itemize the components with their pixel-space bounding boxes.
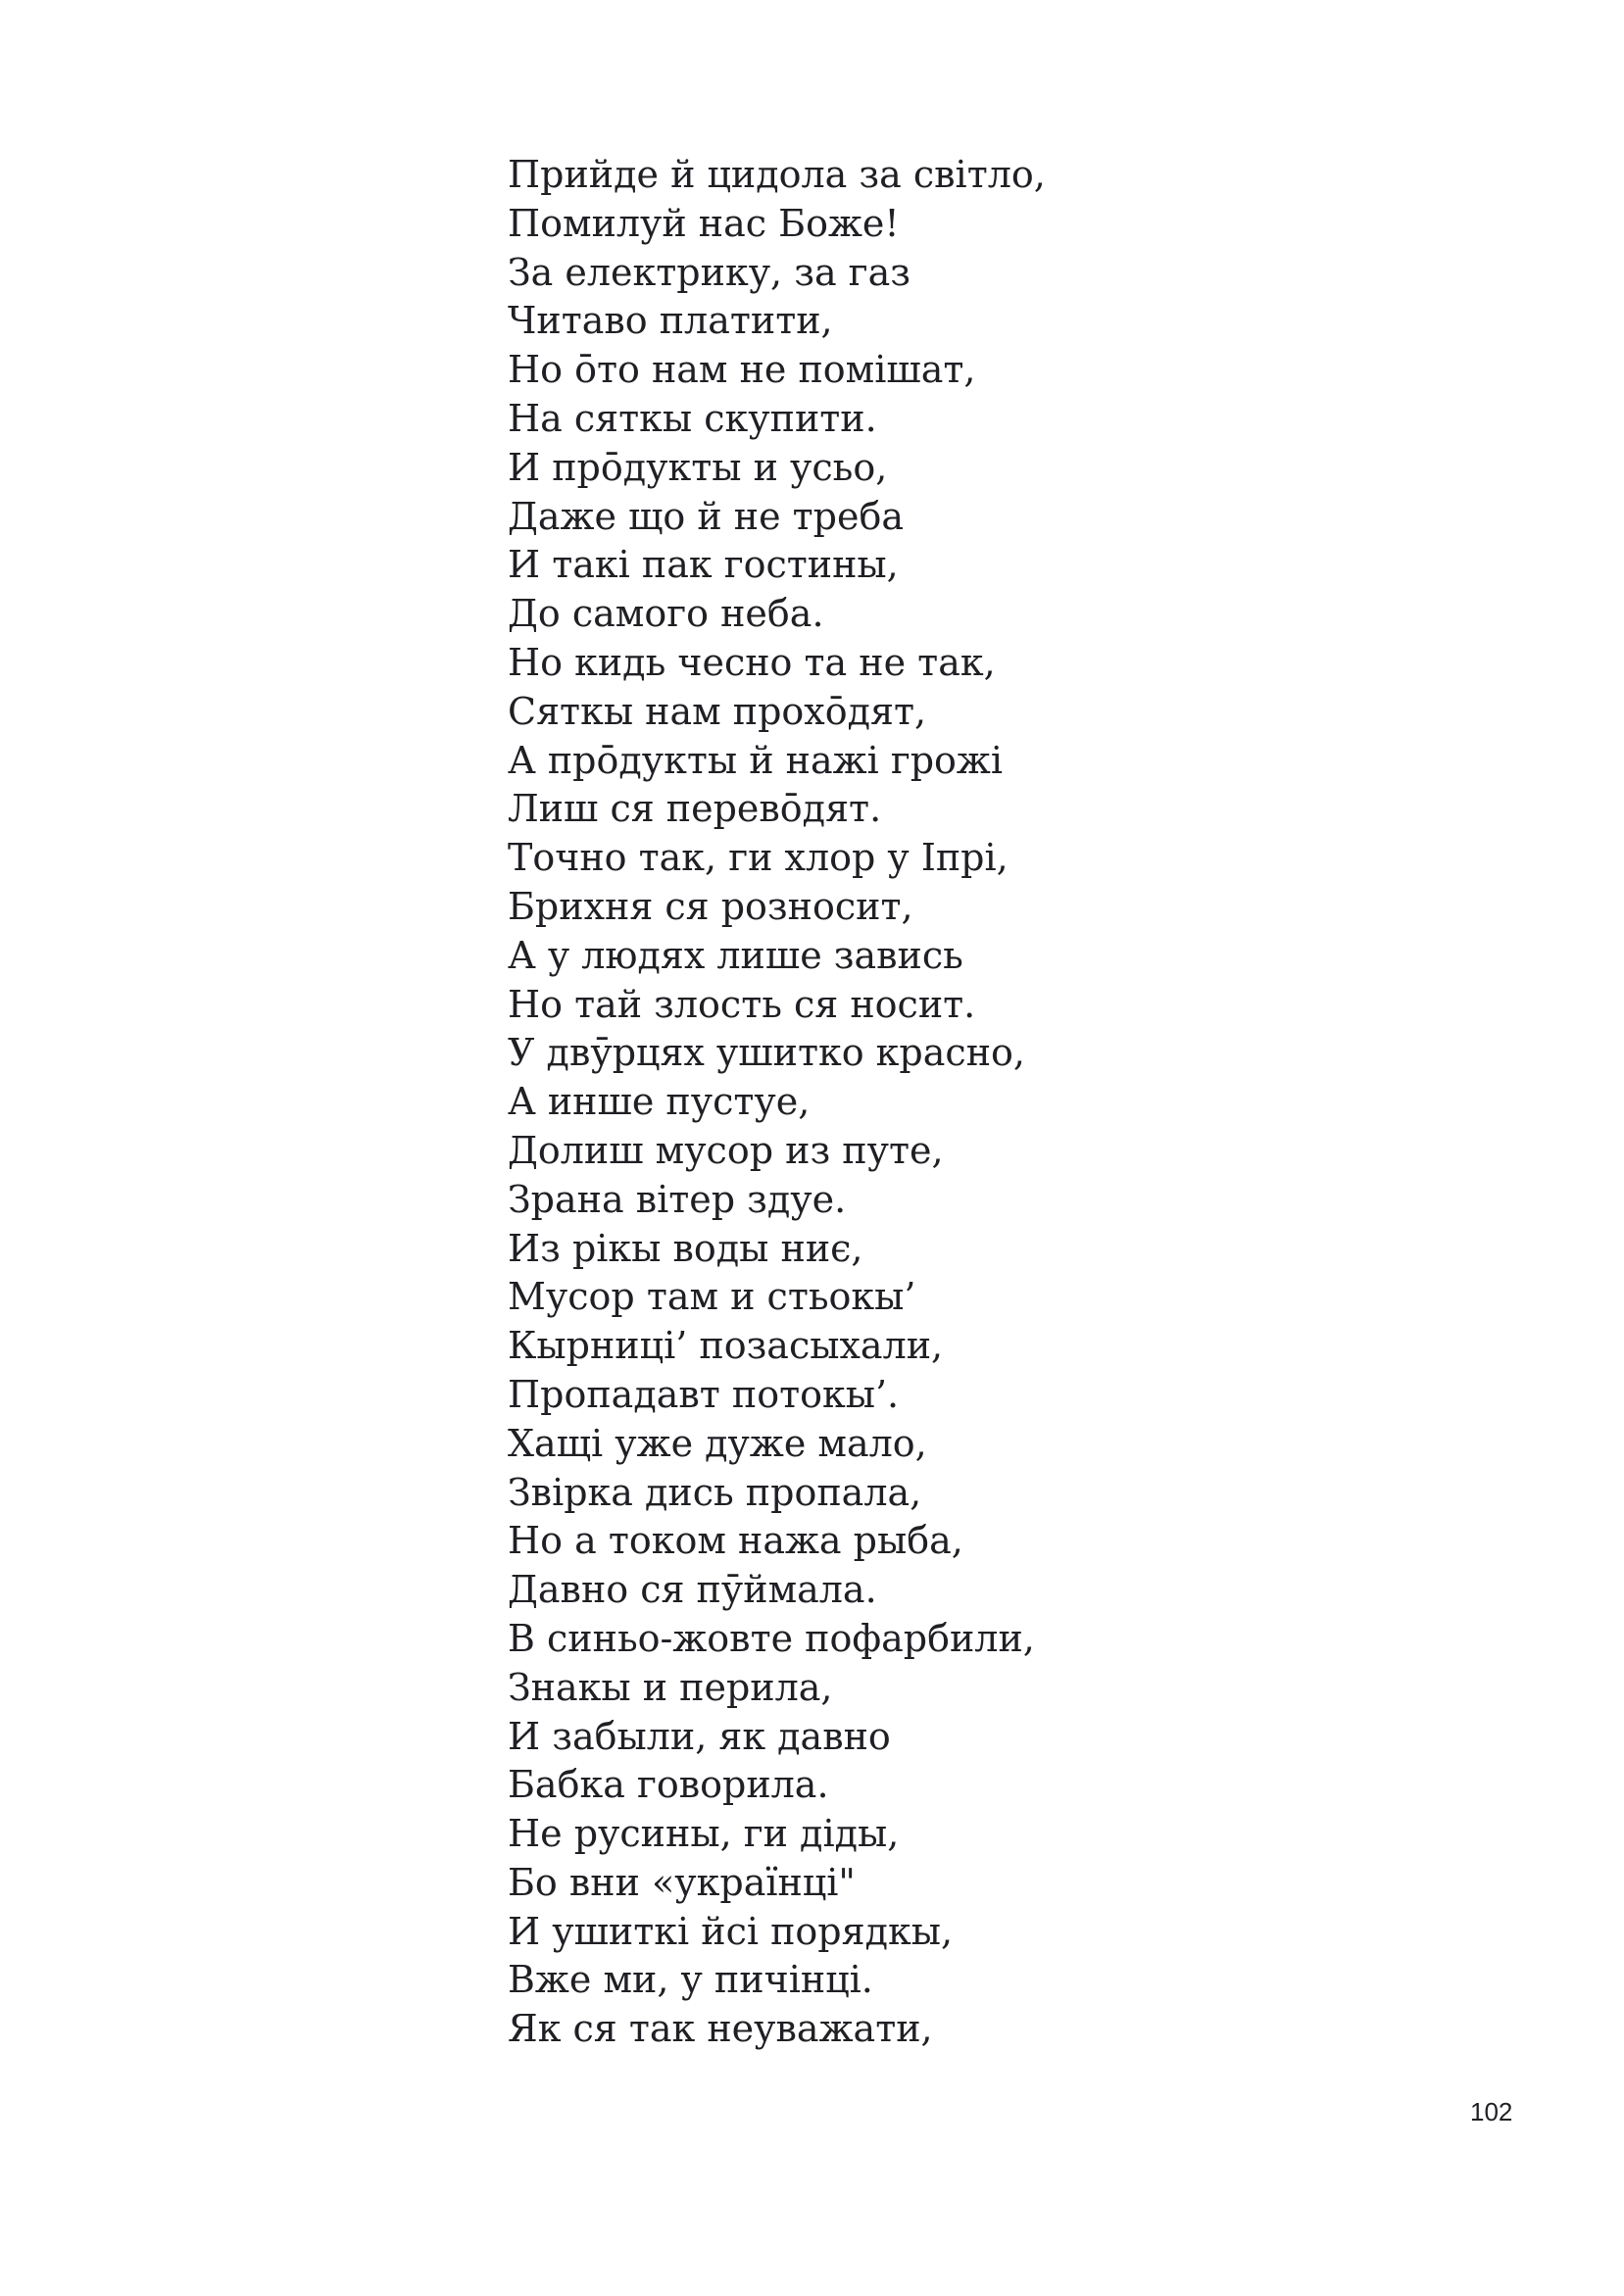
poem-line: Зрана вітер здуе.	[508, 1177, 847, 1221]
poem-line: У двӯрцях ушитко красно,	[508, 1031, 1025, 1075]
poem-line: И ушиткі йсі порядкы,	[508, 1909, 954, 1953]
poem-line: Кырниці’ позасыхали,	[508, 1324, 944, 1368]
poem-line: Сяткы нам прохо̄дят,	[508, 689, 927, 733]
poem-line: Прийде й цидола за світло,	[508, 153, 1046, 196]
poem-line: И забыли, як давно	[508, 1714, 891, 1758]
poem-line: Хащі уже дуже мало,	[508, 1421, 927, 1465]
poem-line: Но а током нажа рыба,	[508, 1519, 963, 1563]
poem-line: Не русины, ги діды,	[508, 1812, 900, 1856]
poem-line: И про̄дукты и усьо,	[508, 445, 888, 489]
poem-line: Давно ся пӯймала.	[508, 1568, 877, 1612]
poem-line: Вже ми, у пичінці.	[508, 1958, 873, 2002]
poem-line: Мусор там и стьокы’	[508, 1275, 916, 1319]
poem-line: В синьо-жовте пофарбили,	[508, 1616, 1035, 1660]
poem-line: Но кидь чесно та не так,	[508, 640, 996, 684]
poem-line: Брихня ся розносит,	[508, 884, 913, 928]
poem-line: На сяткы скупити.	[508, 396, 877, 440]
poem-line: Но тай злость ся носит.	[508, 982, 976, 1026]
poem-line: Як ся так неуважати,	[508, 2007, 933, 2051]
poem-text	[508, 151, 1046, 2054]
poem-line: Но о̄то нам не помішат,	[508, 348, 976, 392]
page-number: 102	[1470, 2097, 1513, 2126]
poem-line: Звірка дись пропала,	[508, 1470, 922, 1514]
poem-line: Лиш ся перево̄дят.	[508, 787, 882, 831]
poem-line: А про̄дукты й нажі грожі	[508, 738, 1004, 782]
poem-line: А инше пустуе,	[508, 1080, 811, 1124]
poem-line: Пропадавт потокы’.	[508, 1372, 900, 1416]
poem-line: До самого неба.	[508, 592, 824, 636]
poem-line: Точно так, ги хлор у Іпрі,	[508, 836, 1009, 880]
poem-line: Помилуй нас Боже!	[508, 201, 900, 245]
poem-line: Знакы и перила,	[508, 1665, 833, 1709]
poem-line: И такі пак гостины,	[508, 543, 899, 587]
poem-line: Долиш мусор из путе,	[508, 1128, 944, 1172]
poem-line: За електрику, за газ	[508, 250, 910, 294]
poem-line: Даже що й не треба	[508, 494, 905, 538]
poem-line: Бабка говорила.	[508, 1763, 829, 1807]
poem-line: Из рікы воды ниє,	[508, 1226, 863, 1270]
poem-line: Читаво платити,	[508, 299, 833, 343]
poem-line: Бо вни «українці"	[508, 1860, 856, 1904]
poem-line: А у людях лише завись	[508, 933, 963, 977]
